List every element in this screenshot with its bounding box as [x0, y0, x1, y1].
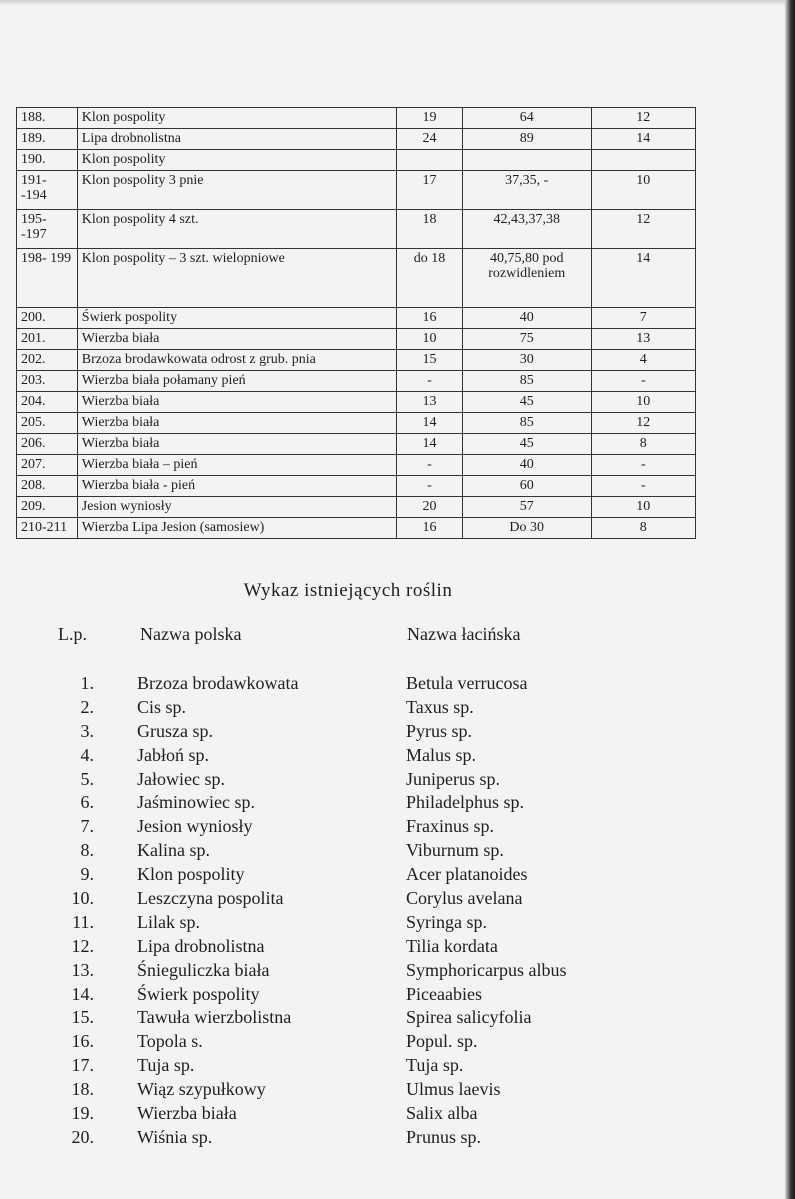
- value-cell-c: 10: [591, 497, 695, 518]
- value-cell-a: -: [397, 455, 463, 476]
- value-cell-b: 40: [462, 455, 591, 476]
- row-number-cell: 205.: [17, 413, 78, 434]
- species-name-cell: Wierzba biała: [77, 392, 396, 413]
- list-item: [0, 839, 700, 863]
- list-item-latin-name: Piceaabies: [406, 983, 482, 1004]
- species-name-cell: Jesion wyniosły: [77, 497, 396, 518]
- species-name-cell: Wierzba biała: [77, 329, 396, 350]
- value-cell-a: do 18: [397, 249, 463, 308]
- list-item-polish-name: Kalina sp.: [137, 840, 210, 861]
- value-cell-a: 24: [397, 129, 463, 150]
- list-item-polish-name: Tawuła wierzbolistna: [137, 1007, 292, 1028]
- column-header-lp: L.p.: [58, 624, 87, 644]
- list-item-number: 17.: [71, 1055, 94, 1076]
- value-cell-b: 37,35, -: [462, 171, 591, 210]
- species-name-cell: Wierzba biała – pień: [77, 455, 396, 476]
- row-number-cell: 189.: [17, 129, 78, 150]
- list-item-polish-name: Jabłoń sp.: [137, 744, 209, 765]
- list-item-number: 13.: [71, 959, 94, 980]
- list-item: [0, 863, 700, 887]
- value-cell-c: -: [591, 455, 695, 476]
- list-item-latin-name: Syringa sp.: [406, 911, 487, 932]
- value-cell-a: 14: [397, 413, 463, 434]
- value-cell-a: [397, 150, 463, 171]
- value-cell-a: 16: [397, 518, 463, 539]
- list-item-polish-name: Śnieguliczka biała: [137, 959, 270, 980]
- value-cell-c: [591, 150, 695, 171]
- table-row: [17, 476, 696, 497]
- list-item-polish-name: Jesion wyniosły: [137, 816, 253, 837]
- species-name-cell: Wierzba biała - pień: [77, 476, 396, 497]
- table-row: [17, 455, 696, 476]
- table-row: [17, 371, 696, 392]
- species-name-cell: Wierzba biała: [77, 434, 396, 455]
- value-cell-a: 18: [397, 210, 463, 249]
- value-cell-c: 7: [591, 308, 695, 329]
- column-header-polish-name: Nazwa polska: [140, 624, 242, 644]
- row-number-cell: 195- -197: [17, 210, 78, 249]
- value-cell-c: 4: [591, 350, 695, 371]
- list-item-latin-name: Spirea salicyfolia: [406, 1007, 532, 1028]
- list-item-latin-name: Taxus sp.: [406, 696, 474, 717]
- list-item-latin-name: Fraxinus sp.: [406, 816, 495, 837]
- list-item: [0, 672, 700, 696]
- row-number-cell: 208.: [17, 476, 78, 497]
- table-row: [17, 434, 696, 455]
- table-row: [17, 108, 696, 129]
- list-item-polish-name: Grusza sp.: [137, 720, 213, 741]
- list-item-number: 9.: [80, 864, 94, 885]
- list-item-polish-name: Jałowiec sp.: [137, 768, 225, 789]
- list-item-number: 1.: [80, 673, 94, 693]
- value-cell-c: 10: [591, 392, 695, 413]
- row-number-cell: 210-211: [17, 518, 78, 539]
- list-item-polish-name: Wiąz szypułkowy: [137, 1079, 266, 1100]
- species-name-cell: Brzoza brodawkowata odrost z grub. pnia: [77, 350, 396, 371]
- list-item-number: 14.: [71, 983, 94, 1004]
- table-row: [17, 249, 696, 308]
- list-item: [0, 696, 700, 720]
- list-item-number: 16.: [71, 1031, 94, 1052]
- list-item: [0, 1030, 700, 1054]
- value-cell-a: 16: [397, 308, 463, 329]
- value-cell-b: 45: [462, 392, 591, 413]
- list-item-number: 2.: [80, 696, 94, 717]
- list-item-number: 20.: [71, 1126, 94, 1147]
- list-item-latin-name: Symphoricarpus albus: [406, 959, 567, 980]
- value-cell-c: 12: [591, 413, 695, 434]
- scan-top-shadow: [0, 0, 785, 6]
- species-name-cell: Lipa drobnolistna: [77, 129, 396, 150]
- list-item-number: 7.: [80, 816, 94, 837]
- value-cell-b: 89: [462, 129, 591, 150]
- row-number-cell: 200.: [17, 308, 78, 329]
- value-cell-c: -: [591, 371, 695, 392]
- list-item-number: 19.: [71, 1103, 94, 1124]
- species-name-cell: Wierzba biała: [77, 413, 396, 434]
- table-row: [17, 350, 696, 371]
- table-row: [17, 150, 696, 171]
- list-item-number: 4.: [80, 744, 94, 765]
- value-cell-a: 14: [397, 434, 463, 455]
- list-item-latin-name: Tilia kordata: [406, 935, 498, 956]
- value-cell-b: 57: [462, 497, 591, 518]
- value-cell-b: 75: [462, 329, 591, 350]
- row-number-cell: 198- 199: [17, 249, 78, 308]
- list-item-polish-name: Świerk pospolity: [137, 983, 260, 1004]
- list-item: [0, 959, 700, 983]
- value-cell-c: 14: [591, 129, 695, 150]
- table-row: [17, 392, 696, 413]
- list-item-latin-name: Ulmus laevis: [406, 1079, 501, 1100]
- row-number-cell: 188.: [17, 108, 78, 129]
- list-item: [0, 768, 700, 792]
- value-cell-b: 64: [462, 108, 591, 129]
- table-row: [17, 171, 696, 210]
- list-item-polish-name: Lilak sp.: [137, 911, 200, 932]
- list-item: [0, 935, 700, 959]
- plant-list-title: Wykaz istniejących roślin: [243, 580, 453, 601]
- species-name-cell: Klon pospolity: [77, 150, 396, 171]
- list-item: [0, 1006, 700, 1030]
- list-item: [0, 1054, 700, 1078]
- species-name-cell: Wierzba Lipa Jesion (samosiew): [77, 518, 396, 539]
- species-name-cell: Klon pospolity 3 pnie: [77, 171, 396, 210]
- value-cell-b: Do 30: [462, 518, 591, 539]
- list-item-latin-name: Popul. sp.: [406, 1031, 478, 1052]
- row-number-cell: 202.: [17, 350, 78, 371]
- list-item-number: 5.: [80, 768, 94, 789]
- value-cell-c: 8: [591, 434, 695, 455]
- list-item-polish-name: Wierzba biała: [137, 1103, 237, 1124]
- tree-inventory-table: [16, 107, 696, 539]
- list-item: [0, 791, 700, 815]
- list-item-polish-name: Topola s.: [137, 1031, 203, 1052]
- list-item-polish-name: Cis sp.: [137, 696, 187, 717]
- table-row: [17, 497, 696, 518]
- list-item-polish-name: Leszczyna pospolita: [137, 888, 284, 909]
- list-item-polish-name: Jaśminowiec sp.: [137, 792, 255, 813]
- species-name-cell: Klon pospolity – 3 szt. wielopniowe: [77, 249, 396, 308]
- list-item-latin-name: Viburnum sp.: [406, 840, 504, 861]
- plant-list: [0, 672, 700, 1150]
- tree-inventory-table-body: [17, 108, 696, 539]
- value-cell-a: 20: [397, 497, 463, 518]
- value-cell-a: 10: [397, 329, 463, 350]
- value-cell-c: 12: [591, 210, 695, 249]
- list-item-latin-name: Malus sp.: [406, 744, 477, 765]
- list-item-number: 15.: [71, 1007, 94, 1028]
- list-item-polish-name: Brzoza brodawkowata: [137, 673, 299, 693]
- list-item: [0, 887, 700, 911]
- list-item: [0, 983, 700, 1007]
- list-item-latin-name: Corylus avelana: [406, 888, 523, 909]
- value-cell-c: -: [591, 476, 695, 497]
- value-cell-b: [462, 150, 591, 171]
- list-item-polish-name: Klon pospolity: [137, 864, 245, 885]
- table-row: [17, 413, 696, 434]
- value-cell-a: 15: [397, 350, 463, 371]
- row-number-cell: 191- -194: [17, 171, 78, 210]
- list-item-number: 11.: [72, 911, 94, 932]
- list-item-polish-name: Lipa drobnolistna: [137, 935, 265, 956]
- list-item-number: 10.: [71, 888, 94, 909]
- list-item-number: 3.: [80, 720, 94, 741]
- value-cell-c: 12: [591, 108, 695, 129]
- value-cell-b: 30: [462, 350, 591, 371]
- value-cell-b: 60: [462, 476, 591, 497]
- row-number-cell: 204.: [17, 392, 78, 413]
- row-number-cell: 209.: [17, 497, 78, 518]
- value-cell-a: -: [397, 371, 463, 392]
- list-item: [0, 1078, 700, 1102]
- value-cell-a: -: [397, 476, 463, 497]
- list-item-polish-name: Wiśnia sp.: [137, 1126, 213, 1147]
- row-number-cell: 207.: [17, 455, 78, 476]
- value-cell-c: 10: [591, 171, 695, 210]
- value-cell-a: 17: [397, 171, 463, 210]
- species-name-cell: Świerk pospolity: [77, 308, 396, 329]
- value-cell-a: 19: [397, 108, 463, 129]
- value-cell-b: 85: [462, 413, 591, 434]
- table-row: [17, 308, 696, 329]
- list-item-latin-name: Salix alba: [406, 1103, 478, 1124]
- list-item-latin-name: Betula verrucosa: [406, 673, 528, 693]
- value-cell-b: 40,75,80 pod rozwidleniem: [462, 249, 591, 308]
- value-cell-a: 13: [397, 392, 463, 413]
- value-cell-b: 45: [462, 434, 591, 455]
- column-header-latin-name: Nazwa łacińska: [407, 624, 521, 644]
- row-number-cell: 201.: [17, 329, 78, 350]
- table-row: [17, 329, 696, 350]
- value-cell-b: 40: [462, 308, 591, 329]
- table-row: [17, 210, 696, 249]
- list-item: [0, 815, 700, 839]
- row-number-cell: 203.: [17, 371, 78, 392]
- value-cell-b: 85: [462, 371, 591, 392]
- list-item-number: 12.: [71, 935, 94, 956]
- species-name-cell: Wierzba biała połamany pień: [77, 371, 396, 392]
- value-cell-c: 13: [591, 329, 695, 350]
- list-item: [0, 1126, 700, 1150]
- scan-right-edge: [785, 0, 795, 1199]
- list-item-number: 18.: [71, 1079, 94, 1100]
- list-item-latin-name: Philadelphus sp.: [406, 792, 525, 813]
- list-item-number: 6.: [80, 792, 94, 813]
- table-row: [17, 518, 696, 539]
- list-item-latin-name: Juniperus sp.: [406, 768, 500, 789]
- list-item: [0, 1102, 700, 1126]
- list-item-latin-name: Acer platanoides: [406, 864, 528, 885]
- list-item: [0, 744, 700, 768]
- species-name-cell: Klon pospolity: [77, 108, 396, 129]
- table-row: [17, 129, 696, 150]
- row-number-cell: 190.: [17, 150, 78, 171]
- row-number-cell: 206.: [17, 434, 78, 455]
- value-cell-b: 42,43,37,38: [462, 210, 591, 249]
- list-item: [0, 720, 700, 744]
- list-item-latin-name: Pyrus sp.: [406, 720, 473, 741]
- list-item: [0, 911, 700, 935]
- list-item-polish-name: Tuja sp.: [137, 1055, 195, 1076]
- value-cell-c: 8: [591, 518, 695, 539]
- list-item-latin-name: Tuja sp.: [406, 1055, 464, 1076]
- species-name-cell: Klon pospolity 4 szt.: [77, 210, 396, 249]
- value-cell-c: 14: [591, 249, 695, 308]
- list-item-latin-name: Prunus sp.: [406, 1126, 482, 1147]
- list-item-number: 8.: [80, 840, 94, 861]
